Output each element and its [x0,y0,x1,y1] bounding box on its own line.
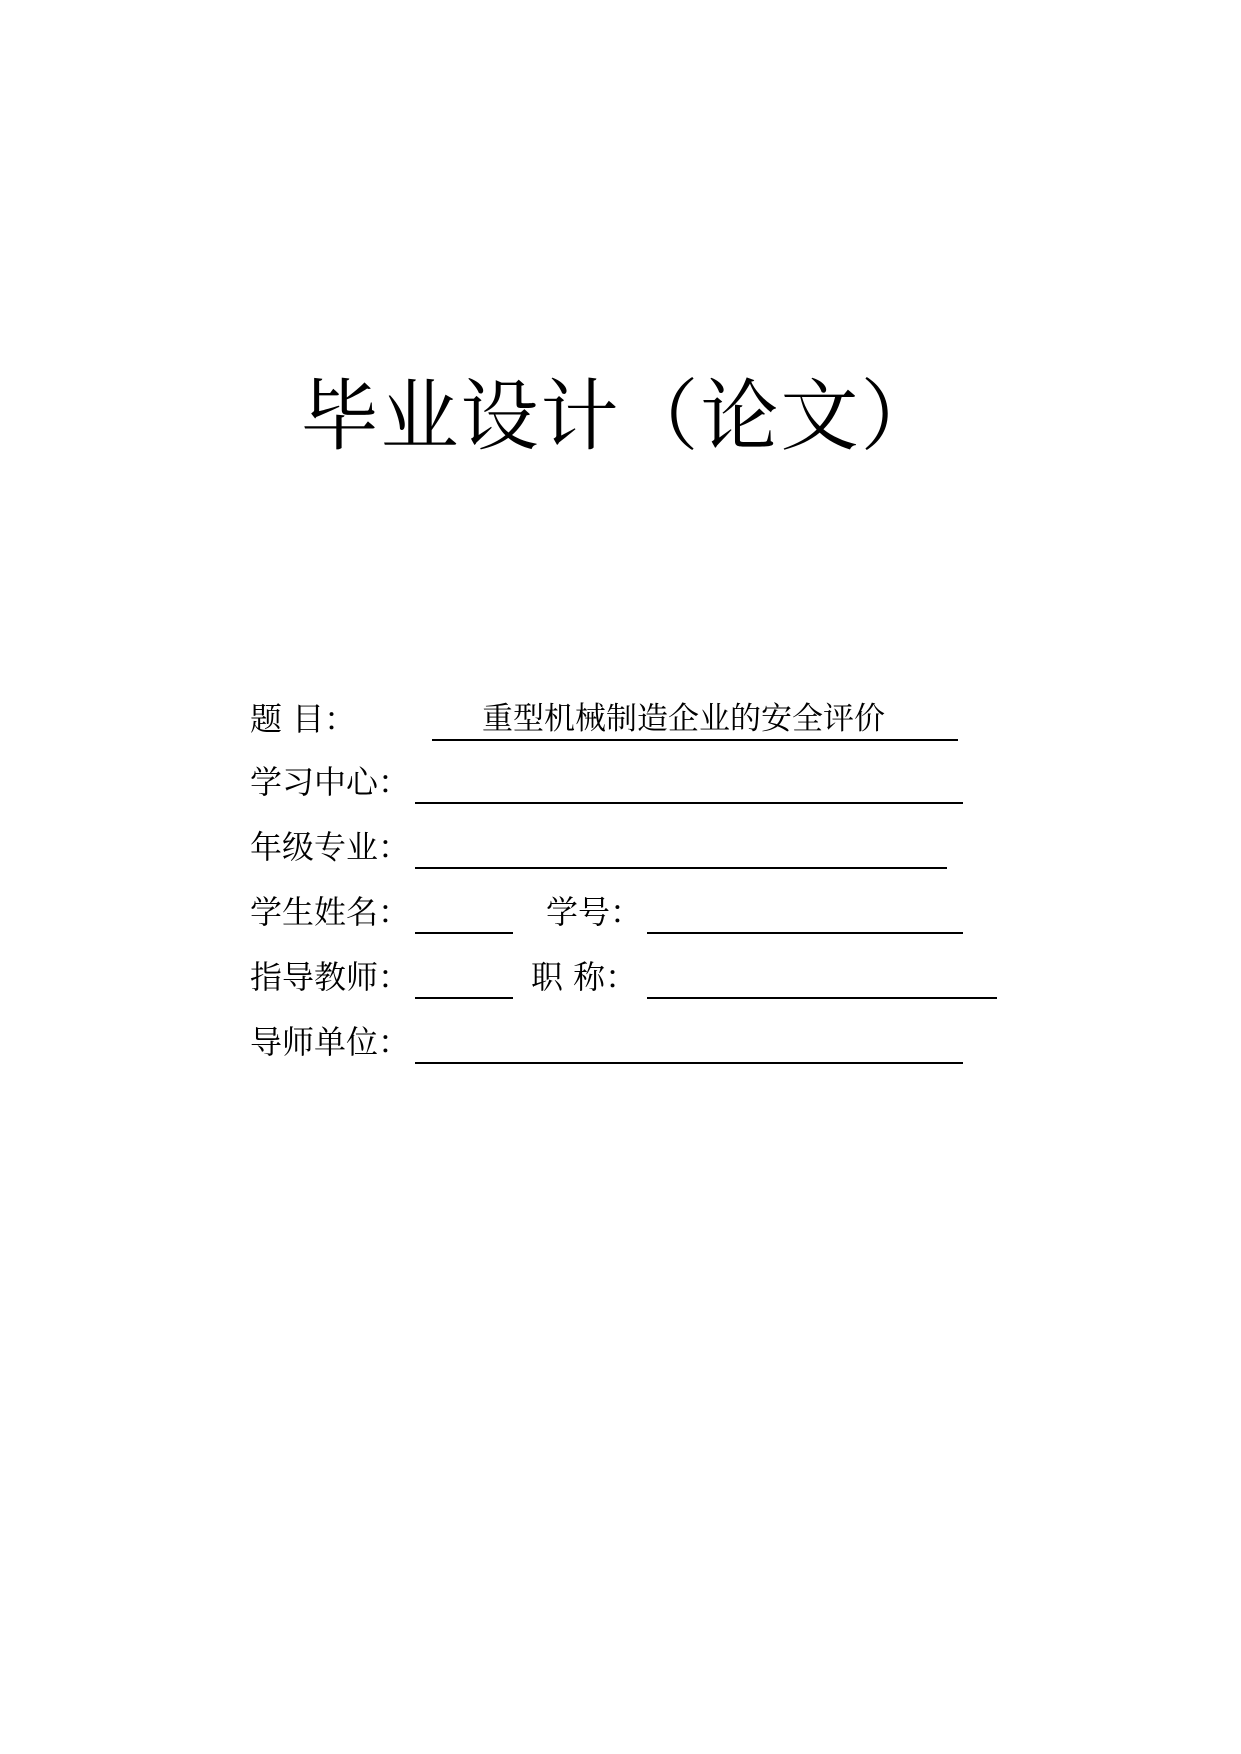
grade-major-label: 年级专业： [250,828,411,866]
title-row [250,697,970,741]
grade-major-row [250,825,970,869]
student-name-label: 学生姓名： [250,893,411,931]
learning-center-field[interactable] [415,760,963,804]
student-id-field[interactable] [647,890,963,934]
student-info-row [250,890,1010,934]
advisor-unit-field[interactable] [415,1020,963,1064]
learning-center-label: 学习中心： [250,763,411,801]
grade-major-field[interactable] [415,825,947,869]
student-name-field[interactable] [415,890,513,934]
thesis-cover-title: 毕业设计（论文） [300,372,941,462]
title-label: 题 目： [250,700,357,738]
title-field[interactable] [432,697,958,741]
student-id-label: 学号： [546,893,643,931]
professional-title-field[interactable] [647,955,997,999]
title-value: 重型机械制造企业的安全评价 [482,701,885,737]
professional-title-label: 职 称： [531,958,638,996]
advisor-label: 指导教师： [250,958,411,996]
learning-center-row [250,760,970,804]
advisor-unit-label: 导师单位： [250,1023,411,1061]
advisor-row [250,955,1010,999]
advisor-field[interactable] [415,955,513,999]
advisor-unit-row [250,1020,970,1064]
